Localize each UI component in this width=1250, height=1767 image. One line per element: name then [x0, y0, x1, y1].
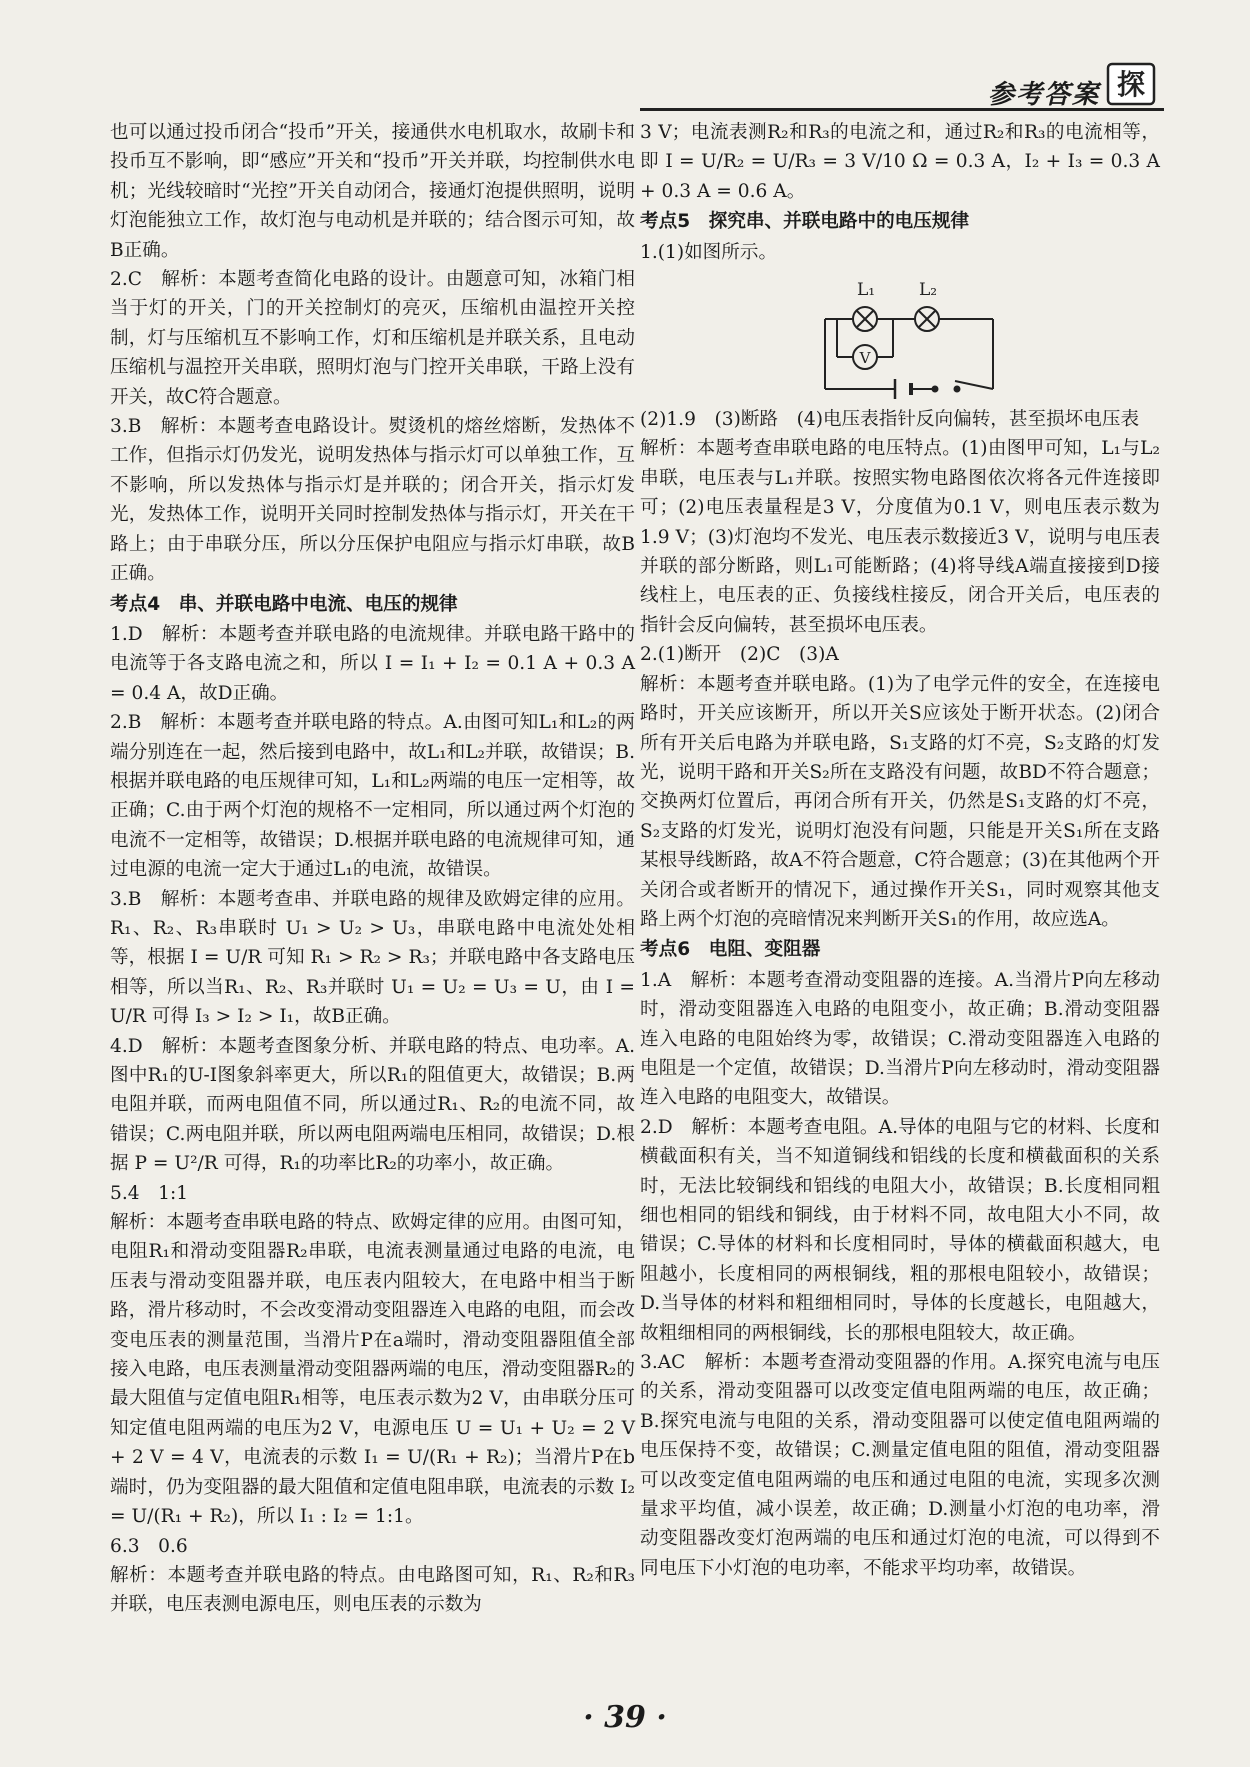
- section-heading: 考点6 电阻、变阻器: [640, 939, 821, 961]
- header-title: 参考答案: [987, 80, 1100, 110]
- answer-item: 1.(1)如图所示。: [640, 241, 778, 263]
- answer-item: 5.4 1:1: [110, 1182, 189, 1204]
- book-logo-icon: [1105, 60, 1157, 108]
- answer-item: 3.B 解析：本题考查串、并联电路的规律及欧姆定律的应用。R₁、R₂、R₃串联时 U₁ > U₂ > U₃，串联电路中电流处处相等，根据 I = U/R 可知 R₁ > R₂ > R₃；并联电路中各支路电压相等，所以当R₁、R₂、R₃并联时 U₁ = U₂ = U₃ = U，由 I = U/R 可得 I₃ > I₂ > I₁，故B正确。: [110, 888, 635, 1028]
- section-heading: 考点4 串、并联电路中电流、电压的规律: [110, 593, 458, 615]
- page-number: · 39 ·: [583, 1700, 667, 1735]
- lamp-l1-label: L₁: [857, 280, 876, 301]
- answer-item: 6.3 0.6: [110, 1535, 188, 1557]
- right-column: [640, 118, 1160, 1583]
- svg-text:探: 探: [1116, 68, 1146, 101]
- lamp-l2-label: L₂: [919, 280, 938, 301]
- answer-item: 2.C 解析：本题考查简化电路的设计。由题意可知，冰箱门相当于灯的开关，门的开关控制灯的亮灭，压缩机由温控开关控制，灯与压缩机互不影响工作，灯和压缩机是并联关系，且电动压缩机与温控开关串联，照明灯泡与门控开关串联，干路上没有开关，故C符合题意。: [110, 269, 635, 408]
- answer-item: 2.B 解析：本题考查并联电路的特点。A.由图可知L₁和L₂的两端分别连在一起，然后接到电路中，故L₁和L₂并联，故错误；B.根据并联电路的电压规律可知，L₁和L₂两端的电压一定相等，故正确；C.由于两个灯泡的规格不一定相同，所以通过两个灯泡的电流不一定相等，故错误；D.根据并联电路的电流规律可知，通过电源的电流一定大于通过L₁的电流，故错误。: [110, 712, 635, 881]
- answer-item: 1.A 解析：本题考查滑动变阻器的连接。A.当滑片P向左移动时，滑动变阻器连入电路的电阻变小，故正确；B.滑动变阻器连入电路的电阻始终为零，故错误；C.滑动变阻器连入电路的电阻是一个定值，故错误；D.当滑片P向左移动时，滑动变阻器连入电路的电阻变大，故错误。: [640, 969, 1160, 1109]
- answer-explanation: 解析：本题考查串联电路的特点、欧姆定律的应用。由图可知，电阻R₁和滑动变阻器R₂串联，电流表测量通过电路的电流，电压表与滑动变阻器并联，电压表内阻较大，在电路中相当于断路，滑片移动时，不会改变滑动变阻器连入电路的电阻，而会改变电压表的测量范围，当滑片P在a端时，滑动变阻器阻值全部接入电路，电压表测量滑动变阻器两端的电压，滑动变阻器R₂的最大阻值与定值电阻R₁相等，电压表示数为2 V，由串联分压可知定值电阻两端的电压为2 V，电源电压 U = U₁ + U₂ = 2 V + 2 V = 4 V，电流表的示数 I₁ = U/(R₁ + R₂)；当滑片P在b端时，仍为变阻器的最大阻值和定值电阻串联，电流表的示数 I₂ = U/(R₁ + R₂)，所以 I₁ : I₂ = 1:1。: [110, 1212, 635, 1528]
- header-rule: [640, 108, 1164, 111]
- circuit-diagram: [815, 271, 1005, 401]
- answer-item: 3.AC 解析：本题考查滑动变阻器的作用。A.探究电流与电压的关系，滑动变阻器可以改变定值电阻两端的电压，故正确；B.探究电流与电阻的关系，滑动变阻器可以使定值电阻两端的电压保持不变，故错误；C.测量定值电阻的阻值，滑动变阻器可以改变定值电阻两端的电压和通过电阻的电流，实现多次测量求平均值，减小误差，故正确；D.测量小灯泡的电功率，滑动变阻器改变灯泡两端的电压和通过灯泡的电流，可以得到不同电压下小灯泡的电功率，不能求平均功率，故错误。: [640, 1352, 1160, 1579]
- answer-explanation: 解析：本题考查并联电路。(1)为了电学元件的安全，在连接电路时，开关应该断开，所以开关S应该处于断开状态。(2)闭合所有开关后电路为并联电路，S₁支路的灯不亮，S₂支路的灯发光，说明干路和开关S₂所在支路没有问题，故BD不符合题意；交换两灯位置后，再闭合所有开关，仍然是S₁支路的灯不亮，S₂支路的灯发光，说明灯泡没有问题，只能是开关S₁所在支路某根导线断路，故A不符合题意，C符合题意；(3)在其他两个开关闭合或者断开的情况下，通过操作开关S₁，同时观察其他支路上两个灯泡的亮暗情况来判断开关S₁的作用，故应选A。: [640, 673, 1160, 930]
- page-header: [0, 0, 1250, 120]
- answer-paragraph: 3 V；电流表测R₂和R₃的电流之和，通过R₂和R₃的电流相等，即 I = U/R₂ = U/R₃ = 3 V/10 Ω = 0.3 A，I₂ + I₃ = 0.3 A + 0.3 A = 0.6 A。: [640, 122, 1160, 202]
- answer-item: (2)1.9 (3)断路 (4)电压表指针反向偏转，甚至损坏电压表: [640, 409, 1140, 431]
- voltmeter-label: V: [859, 349, 871, 368]
- answer-paragraph: 也可以通过投币闭合“投币”开关，接通供水电机取水，故刷卡和投币互不影响，即“感应”开关和“投币”开关并联，均控制供水电机；光线较暗时“光控”开关自动闭合，接通灯泡提供照明，说明灯泡能独立工作，故灯泡与电动机是并联的；结合图示可知，故B正确。: [110, 122, 635, 261]
- answer-item: 2.(1)断开 (2)C (3)A: [640, 644, 839, 666]
- answer-item: 3.B 解析：本题考查电路设计。熨烫机的熔丝熔断，发热体不工作，但指示灯仍发光，说明发热体与指示灯可以单独工作，互不影响，所以发热体与指示灯是并联的；闭合开关，指示灯发光，发热体工作，说明开关同时控制发热体与指示灯，开关在干路上；由于串联分压，所以分压保护电阻应与指示灯串联，故B正确。: [110, 416, 635, 585]
- left-column: [110, 118, 635, 1620]
- answer-item: 2.D 解析：本题考查电阻。A.导体的电阻与它的材料、长度和横截面积有关，当不知道铜线和铝线的长度和横截面积的关系时，无法比较铜线和铝线的电阻大小，故错误；B.长度相同粗细也相同的铝线和铜线，由于材料不同，故电阻大小不同，故错误；C.导体的材料和长度相同时，导体的横截面积越大，电阻越小，长度相同的两根铜线，粗的那根电阻较小，故错误；D.当导体的材料和粗细相同时，导体的长度越长，电阻越大，故粗细相同的两根铜线，长的那根电阻较大，故正确。: [640, 1116, 1160, 1344]
- answer-explanation: 解析：本题考查并联电路的特点。由电路图可知，R₁、R₂和R₃并联，电压表测电源电压，则电压表的示数为: [110, 1564, 635, 1616]
- answer-item: 4.D 解析：本题考查图象分析、并联电路的特点、电功率。A.图中R₁的U-I图象斜率更大，所以R₁的阻值更大，故错误；B.两电阻并联，而两电阻值不同，所以通过R₁、R₂的电流不同，故错误；C.两电阻并联，所以两电阻两端电压相同，故错误；D.根据 P = U²/R 可得，R₁的功率比R₂的功率小，故正确。: [110, 1035, 635, 1175]
- answer-explanation: 解析：本题考查串联电路的电压特点。(1)由图甲可知，L₁与L₂串联，电压表与L₁并联。按照实物电路图依次将各元件连接即可；(2)电压表量程是3 V，分度值为0.1 V，则电压表示数为1.9 V；(3)灯泡均不发光、电压表示数接近3 V，说明与电压表并联的部分断路，则L₁可能断路；(4)将导线A端直接接到D接线柱上，电压表的正、负接线柱接反，闭合开关后，电压表的指针会反向偏转，甚至损坏电压表。: [640, 438, 1160, 636]
- section-heading: 考点5 探究串、并联电路中的电压规律: [640, 211, 970, 233]
- answer-item: 1.D 解析：本题考查并联电路的电流规律。并联电路干路中的电流等于各支路电流之和，所以 I = I₁ + I₂ = 0.1 A + 0.3 A = 0.4 A，故D正确。: [110, 623, 635, 704]
